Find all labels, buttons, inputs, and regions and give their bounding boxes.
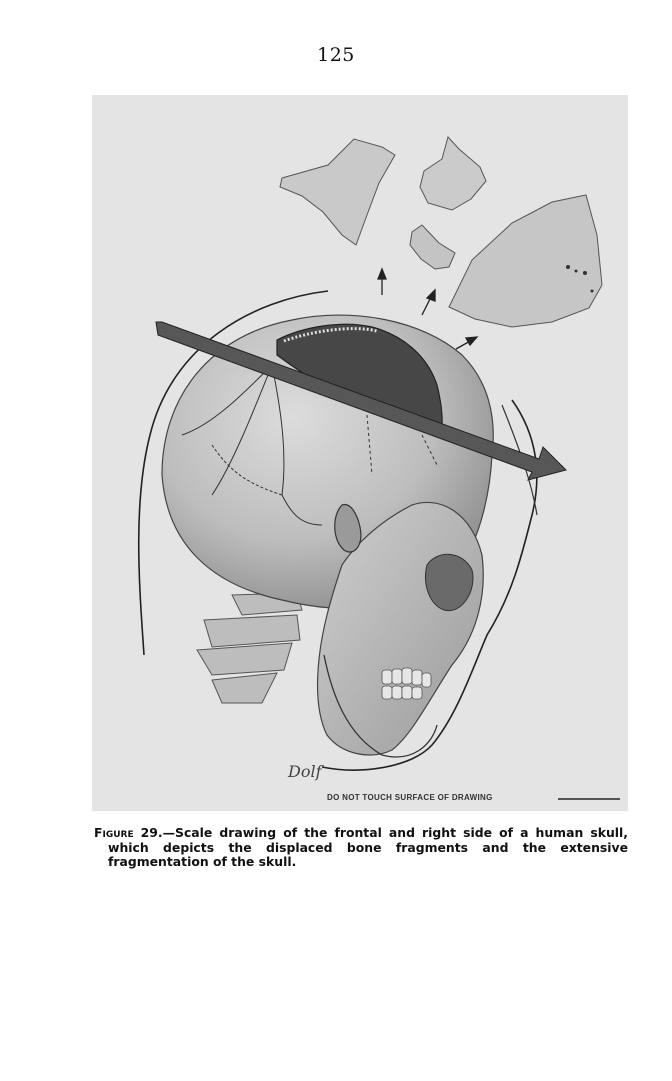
caption-text: —Scale drawing of the frontal and right side of a human skull, which depicts the displaced bone fragments and the extensive fragmentation of the skull. xyxy=(108,825,628,869)
artist-signature: Dolf xyxy=(288,762,322,781)
bone-fragment-1 xyxy=(280,139,395,245)
figure-caption xyxy=(94,826,628,870)
bone-fragment-4 xyxy=(449,195,602,327)
skull-illustration xyxy=(92,95,628,811)
caption-label: Figure 29. xyxy=(94,825,163,840)
page-number: 125 xyxy=(317,44,355,66)
figure-skull-drawing xyxy=(92,95,628,811)
drawing-notice: DO NOT TOUCH SURFACE OF DRAWING xyxy=(327,793,493,802)
bone-fragment-2 xyxy=(420,137,486,210)
vertebrae xyxy=(197,593,302,703)
bone-fragment-3 xyxy=(410,225,455,269)
